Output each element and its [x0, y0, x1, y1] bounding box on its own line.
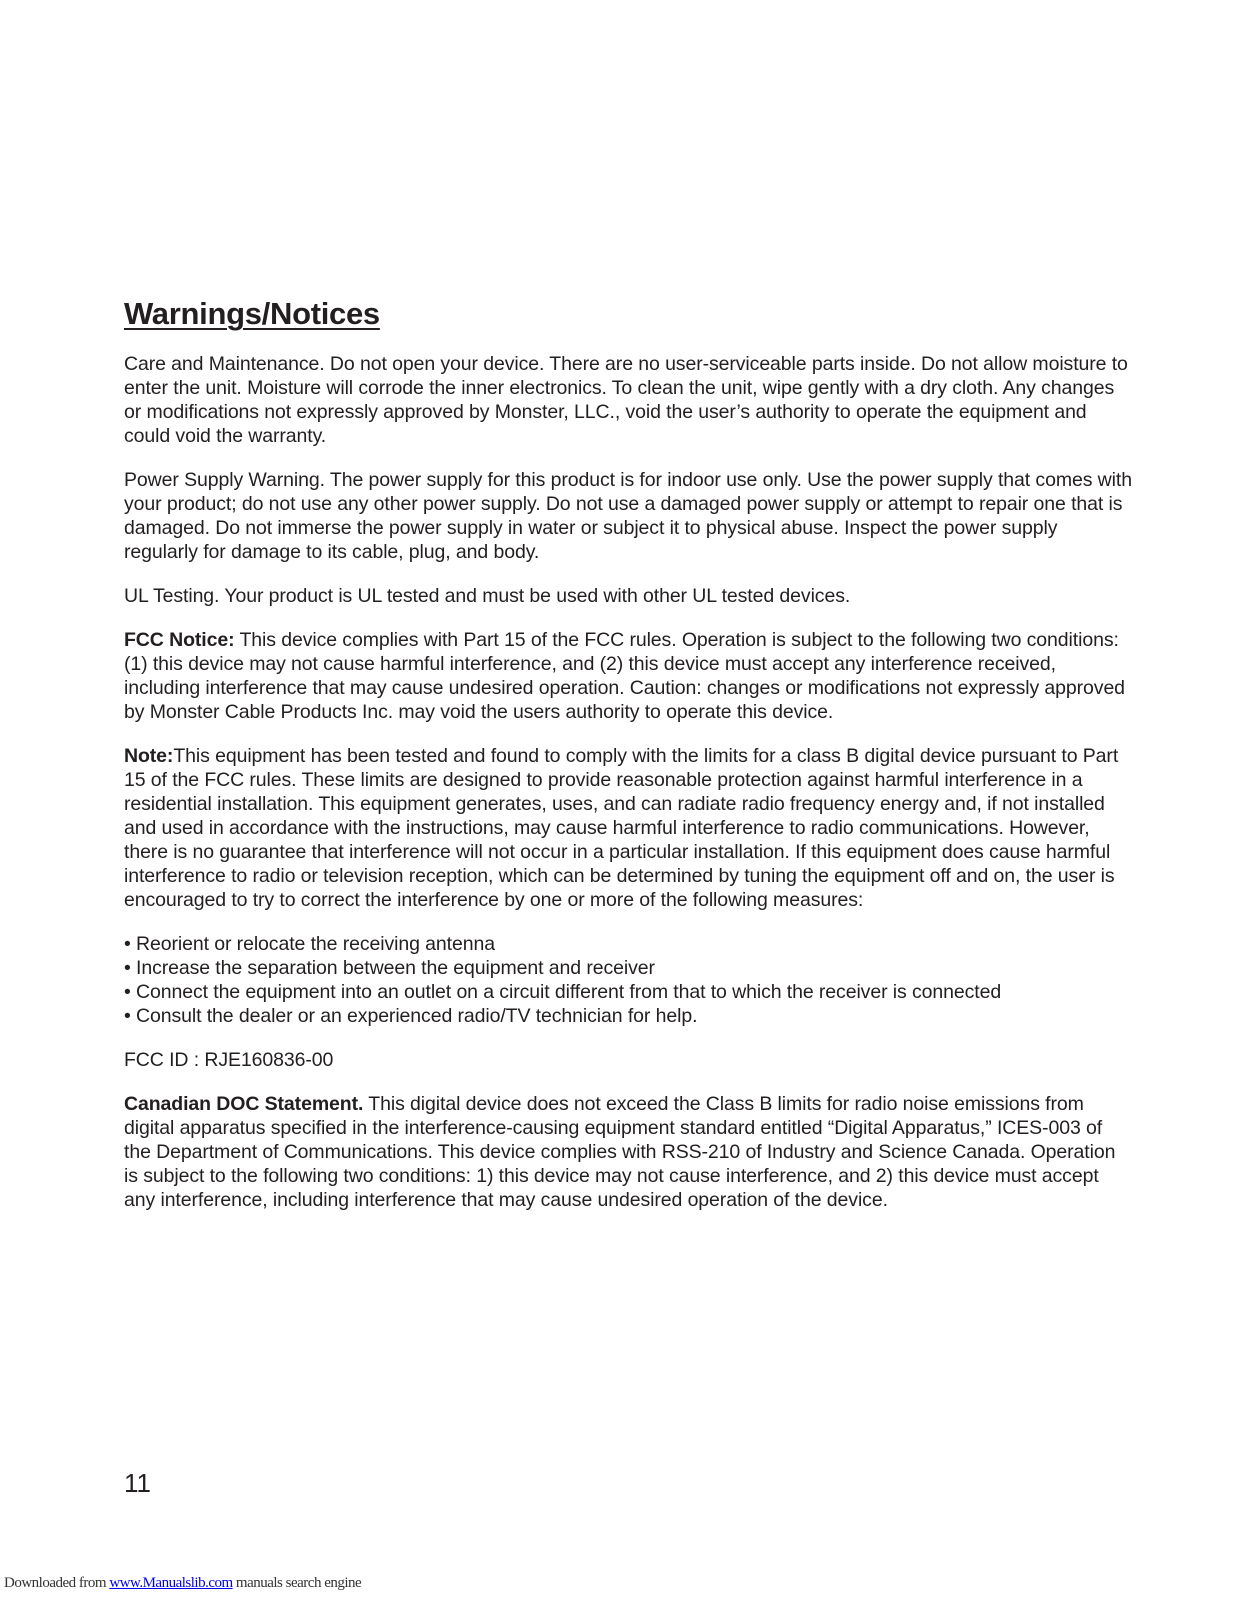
fcc-notice-label: FCC Notice: — [124, 629, 235, 651]
list-item-text: Connect the equipment into an outlet on a circuit different from that to which the receiver is connected — [136, 981, 1002, 1003]
note-paragraph — [124, 744, 1134, 912]
note-text: This equipment has been tested and found to comply with the limits for a class B digital device pursuant to Part 15 of the FCC rules. These limits are designed to provide reasonable protection against harmful interference in a residential installation. This equipment generates, uses, and can radiate radio frequency energy and, if not installed and used in accordance with the instructions, may cause harmful interference to radio communications. However, there is no guarantee that interference will not occur in a particular installation. If this equipment does cause harmful interference to radio or television reception, which can be determined by tuning the equipment off and on, the user is encouraged to try to correct the interference by one or more of the following measures: — [124, 745, 1119, 911]
page-title: Warnings/Notices — [124, 296, 380, 331]
measures-list — [124, 932, 1134, 1028]
manualslib-link[interactable]: www.Manualslib.com — [109, 1575, 233, 1591]
bullet-icon: • — [124, 933, 131, 955]
list-item-text: Increase the separation between the equipment and receiver — [136, 957, 655, 979]
footer-suffix: manuals search engine — [235, 1575, 362, 1591]
canadian-doc-paragraph — [124, 1092, 1134, 1212]
canadian-doc-label: Canadian DOC Statement. — [124, 1093, 364, 1115]
power-supply-paragraph: Power Supply Warning. The power supply for this product is for indoor use only. Use the power supply that comes with your product; do not use any other power supply. Do not use a damaged power supply or attempt to repair one that is damaged. Do not immerse the power supply in water or subject it to physical abuse. Inspect the power supply regularly for damage to its cable, plug, and body. — [124, 469, 1132, 563]
list-item — [124, 1004, 1134, 1028]
download-footer — [4, 1574, 361, 1592]
fcc-id: FCC ID : RJE160836-00 — [124, 1049, 334, 1071]
fcc-notice-paragraph — [124, 628, 1134, 724]
list-item — [124, 980, 1134, 1004]
ul-testing-paragraph: UL Testing. Your product is UL tested and must be used with other UL tested devices. — [124, 585, 851, 607]
fcc-notice-text: This device complies with Part 15 of the FCC rules. Operation is subject to the following two conditions: (1) this device may not cause harmful interference, and (2) this device must accept any interference received, including interference that may cause undesired operation. Caution: changes or modifications not expressly approved by Monster Cable Products Inc. may void the users authority to operate this device. — [124, 629, 1125, 723]
list-item-text: Consult the dealer or an experienced radio/TV technician for help. — [136, 1005, 698, 1027]
list-item — [124, 932, 1134, 956]
footer-prefix: Downloaded from — [4, 1575, 110, 1591]
page-content — [124, 296, 1134, 1232]
bullet-icon: • — [124, 981, 131, 1003]
care-maintenance-paragraph: Care and Maintenance. Do not open your device. There are no user-serviceable parts inside. Do not allow moisture to enter the unit. Moisture will corrode the inner electronics. To clean the unit, wipe gently with a dry cloth. Any changes or modifications not expressly approved by Monster, LLC., void the user’s authority to operate the equipment and could void the warranty. — [124, 353, 1128, 447]
bullet-icon: • — [124, 957, 131, 979]
list-item-text: Reorient or relocate the receiving antenna — [136, 933, 495, 955]
canadian-doc-text: This digital device does not exceed the Class B limits for radio noise emissions from digital apparatus specified in the interference-causing equipment standard entitled “Digital Apparatus,” ICES-003 of the Department of Communications. This device complies with RSS-210 of Industry and Science Canada. Operation is subject to the following two conditions: 1) this device may not cause interference, and 2) this device must accept any interference, including interference that may cause undesired operation of the device. — [124, 1093, 1116, 1211]
page-number: 11 — [124, 1468, 151, 1498]
note-label: Note: — [124, 745, 174, 767]
bullet-icon: • — [124, 1005, 131, 1027]
list-item — [124, 956, 1134, 980]
